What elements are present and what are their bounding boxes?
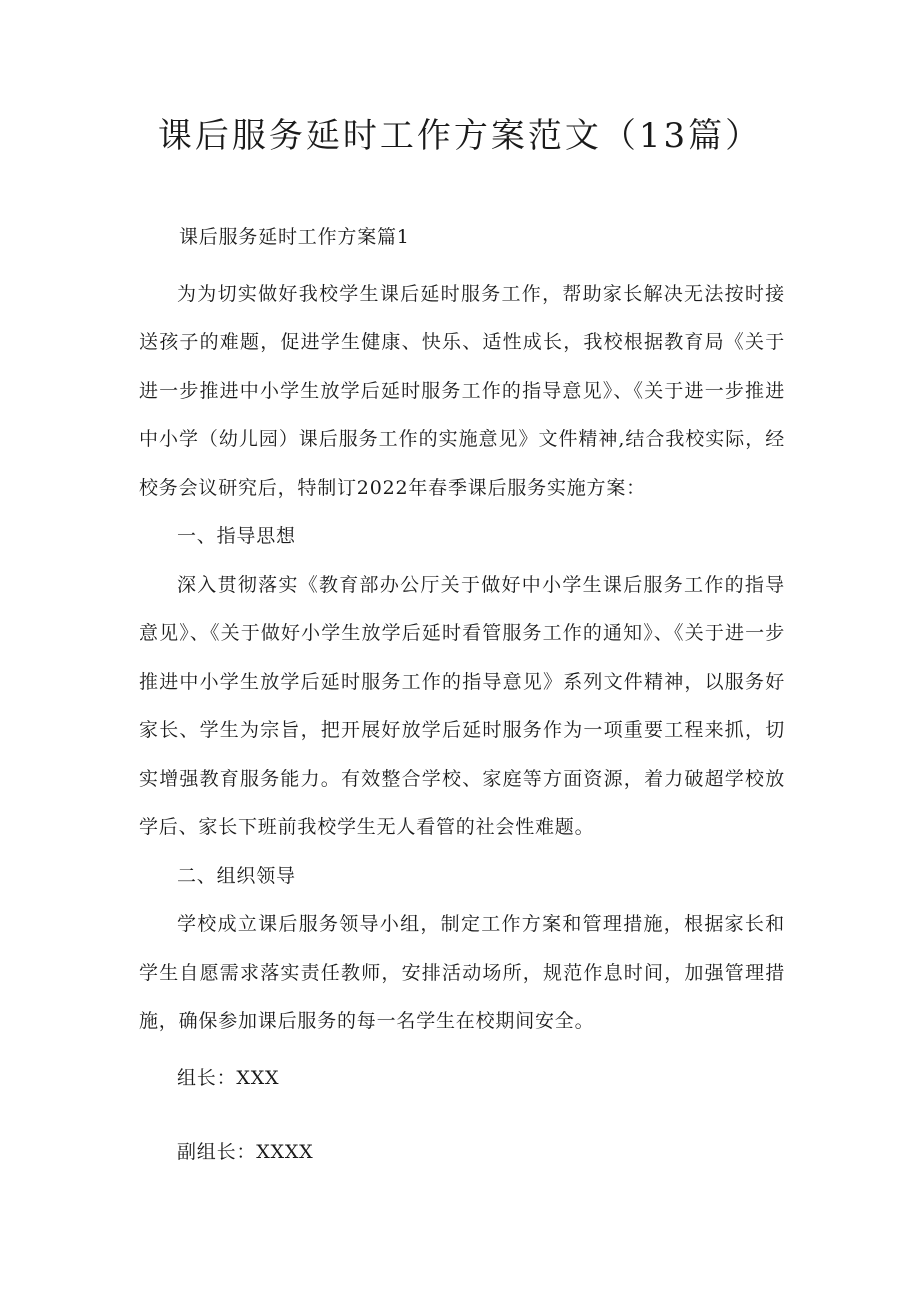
document-body <box>139 213 785 1177</box>
leader-line: 组长：XXX <box>177 1066 280 1089</box>
document-title: 课后服务延时工作方案范文（13篇） <box>157 116 763 156</box>
organization-leadership-paragraph: 学校成立课后服务领导小组，制定工作方案和管理措施，根据家长和学生自愿需求落实责任教师，安排活动场所，规范作息时间，加强管理措施，确保参加课后服务的每一名学生在校期间安全。 <box>139 913 785 1032</box>
heading-organization-leadership: 二、组织领导 <box>177 864 296 887</box>
heading-guiding-ideology: 一、指导思想 <box>177 525 296 547</box>
intro-paragraph: 为为切实做好我校学生课后延时服务工作，帮助家长解决无法按时接送孩子的难题，促进学生健康、快乐、适性成长，我校根据教育局《关于进一步推进中小学生放学后延时服务工作的指导意见》、《关于进一步推进中小学（幼儿园）课后服务工作的实施意见》文件精神,结合我校实际，经校务会议研究后，特制订2022年春季课后服务实施方案： <box>139 282 785 499</box>
guiding-ideology-paragraph: 深入贯彻落实《教育部办公厅关于做好中小学生课后服务工作的指导意见》、《关于做好小学生放学后延时看管服务工作的通知》、《关于进一步推进中小学生放学后延时服务工作的指导意见》系列文件精神，以服务好家长、学生为宗旨，把开展好放学后延时服务作为一项重要工程来抓，切实增强教育服务能力。有效整合学校、家庭等方面资源，着力破超学校放学后、家长下班前我校学生无人看管的社会性难题。 <box>139 573 785 838</box>
deputy-leader-line: 副组长：XXXX <box>177 1141 314 1163</box>
section-heading: 课后服务延时工作方案篇1 <box>179 226 410 248</box>
